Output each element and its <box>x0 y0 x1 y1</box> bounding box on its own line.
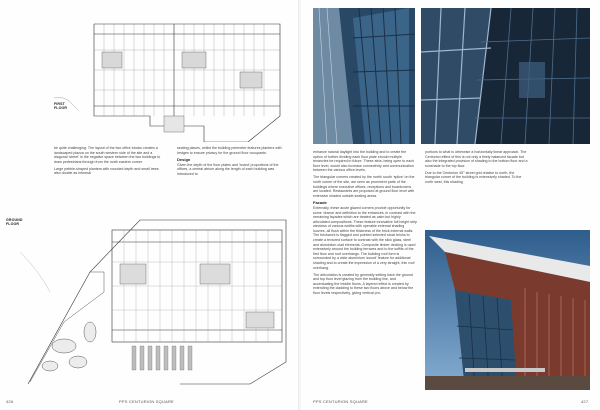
right-page-number: 427 <box>581 399 589 404</box>
right-col1-facade: Externally, these acute glazed corners provide opportunity for some 'drama' and definition to the entrances, in contrast with the remaining façades which are treated as calm but highly articulated compositions. These feature innovative full height strip windows of various widths with operable external shading louvres, all flush within the thickness of the brick external walls. The brickwork is flagged and pointed selected stock bricks to create a textured surface to contrast with the slick glass, steel and aluminium clad elements. Composite timber decking is used extensively around the building terraces and to the soffits of the first floor and roof overhangs. The building roof form is surrounded by a wide aluminium 'sword' feature for additional shading and to create the impression of a very straight, thin roof overhang. <box>313 205 418 270</box>
left-page <box>0 0 299 410</box>
left-running-title: PPS CENTURION SQUARE <box>119 399 174 404</box>
right-text-col2 <box>425 150 529 187</box>
right-col1-tail: The articulation is created by generally setting back the ground and top floor level glazing from the building line, and accentuating the middle floors. A layered effect is created by extending the cladding to these two floors above and below the floor levels respectively, giving vertical pro- <box>313 272 414 295</box>
ground-floor-plan <box>20 212 294 392</box>
right-page <box>301 0 600 410</box>
photo-building-exterior <box>425 230 590 390</box>
first-floor-plan <box>54 20 294 142</box>
design-heading: Design <box>177 156 191 162</box>
facade-heading: Facade <box>313 199 327 205</box>
right-col1-para1: enhance natural daylight into the building and to create the option of further dividing each floor plate should multiple tenancies be required in future. These atria, being open to each floor level, would also increase connectivity and communication between the various office levels. <box>313 150 415 173</box>
photo-glazed-corner <box>313 8 415 144</box>
right-col2-para2: Due to the Centurion 45° street grid relative to north, the triangular corner of the building is extensively shaded. To the north west, this shading <box>425 170 522 184</box>
ground-floor-label: GROUND FLOOR <box>6 218 23 227</box>
first-floor-label: FIRST FLOOR <box>54 102 68 111</box>
left-col1-para2: Large pebble-shaped planters with rounded depth and small trees also double as informal <box>54 166 159 176</box>
right-running-title: PPS CENTURION SQUARE <box>313 399 368 404</box>
left-col1-para1: be quite challenging. The layout of the two office blocks creates a landscaped piazza on the south western side of the site and a diagonal 'street' in the negative space between the two buildings to draw pedestrians through from the north eastern corner. <box>54 146 161 164</box>
left-text-col1 <box>54 146 166 178</box>
left-col2-body: Given the depth of the floor plates and 'board' proportions of the offices, a central atrium along the length of each building was introduced to <box>177 162 279 176</box>
right-text-col1 <box>313 150 417 298</box>
photo-atrium-glass <box>421 8 590 144</box>
right-col2-para1: portions to what is otherwise a horizontally linear approach. The Centurion effect of this is not only a finely balanced facade but also the integrated provision of shading to the bottom floor and a sunshade to the top floor. <box>425 150 528 168</box>
right-col1-para2: The triangular corners created by the north/ south ‘splice’ on the north corner of the site, are seen as prominent parts of the buildings where executive offices, receptions and boardrooms are located. Restaurants are proposed at ground floor level with extensive shaded outside seating areas. <box>313 175 415 198</box>
left-text-col2 <box>177 146 289 179</box>
left-col2-intro: seating places, whilst the building perimeter features planters with hedges to ensure privacy for the ground floor occupants. <box>177 146 282 155</box>
left-page-number: 426 <box>6 399 14 404</box>
